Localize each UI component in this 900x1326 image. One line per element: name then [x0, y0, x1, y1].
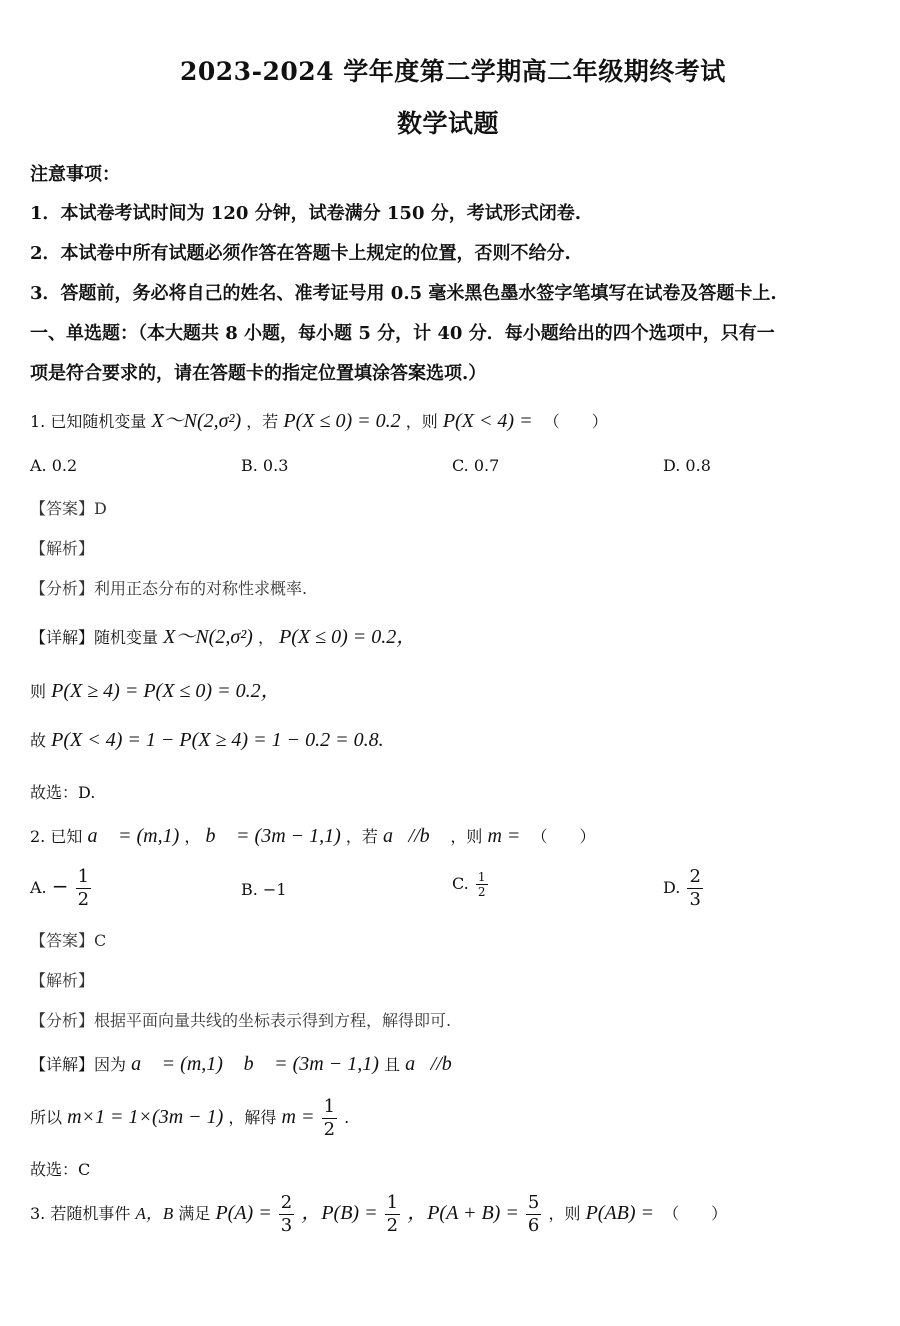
q2-option-a-sign: − [51, 874, 69, 898]
question-3 [30, 1192, 727, 1237]
q3-satisfy: 满足 [178, 1204, 211, 1223]
q1-detail-condition: P(X ≤ 0) = 0.2， [279, 626, 417, 648]
q2-ask: m = [487, 825, 521, 847]
q1-analysis: 【分析】利用正态分布的对称性求概率. [30, 579, 308, 598]
q1-text-2: ，则 [405, 412, 438, 431]
q1-option-d: D. 0.8 [663, 456, 711, 475]
q2-step-end: . [344, 1108, 350, 1127]
q2-option-c-fraction [476, 870, 488, 899]
q2-sep: ， [184, 827, 201, 846]
q2-option-c [452, 870, 490, 899]
q2-text-1: ，若 [345, 827, 378, 846]
q1-detail-prefix: 【详解】随机变量 [30, 628, 159, 647]
q2-step-result: m = [281, 1106, 315, 1128]
q3-pab: ，P(A + B) = [407, 1202, 519, 1224]
q1-prefix: 1. 已知随机变量 [30, 412, 147, 431]
question-2 [30, 824, 596, 848]
q2-option-a-label: A. [30, 878, 47, 897]
q2-option-a [30, 866, 93, 911]
q1-distribution: X～N(2,σ²) [151, 410, 242, 432]
q1-condition: P(X ≤ 0) = 0.2 [283, 410, 401, 432]
q3-pa-fraction [279, 1192, 294, 1237]
q2-answer: 【答案】C [30, 931, 107, 950]
q2-paren: （ ） [531, 827, 596, 846]
q3-mid: ，则 [548, 1204, 581, 1223]
q1-detail-distribution: X～N(2,σ²) [163, 626, 253, 648]
q2-vector-a: a⃗ = (m,1) [87, 825, 180, 847]
q2-detail [30, 1052, 483, 1076]
q1-step-2-prefix: 故 [30, 731, 47, 750]
q1-ask: P(X < 4) = [442, 410, 533, 432]
q3-pb-fraction [385, 1192, 400, 1237]
q3-paren: （ ） [663, 1204, 728, 1223]
q2-step-prefix: 所以 [30, 1108, 63, 1127]
q2-vector-b: b⃗ = (3m − 1,1) [205, 825, 341, 847]
q2-option-d-numerator: 2 [689, 866, 701, 887]
q2-analysis-label: 【解析】 [30, 971, 95, 990]
q1-analysis-label: 【解析】 [30, 539, 95, 558]
q2-option-d-denominator: 3 [689, 889, 701, 910]
notice-item-2: 2．本试卷中所有试题必须作答在答题卡上规定的位置，否则不给分. [30, 243, 571, 264]
q3-pa: P(A) = [215, 1202, 272, 1224]
q1-step-2-formula: P(X < 4) = 1 − P(X ≥ 4) = 1 − 0.2 = 0.8. [51, 729, 384, 751]
q3-pa-numerator: 2 [280, 1192, 293, 1213]
q2-option-c-denominator: 2 [477, 885, 486, 899]
q2-detail-vector-b: ，b⃗ = (3m − 1,1) [228, 1053, 379, 1075]
q2-option-a-denominator: 2 [77, 889, 90, 910]
q1-choose: 故选：D. [30, 783, 96, 802]
q2-option-d-fraction [687, 866, 702, 911]
q2-option-a-fraction [76, 866, 91, 911]
q2-option-a-numerator: 1 [77, 866, 90, 887]
q2-option-c-label: C. [452, 874, 469, 893]
q2-detail-and: 且 [384, 1055, 401, 1074]
q2-detail-vector-a: a⃗ = (m,1) [131, 1053, 223, 1075]
section-heading-line-2: 项是符合要求的，请在答题卡的指定位置填涂答案选项.） [30, 363, 487, 384]
q3-prefix: 3. 若随机事件 [30, 1204, 131, 1223]
q1-option-c: C. 0.7 [452, 456, 500, 475]
q1-detail-sep: ， [257, 628, 274, 647]
q3-pb-numerator: 1 [386, 1192, 399, 1213]
q2-step-numerator: 1 [323, 1096, 336, 1117]
q2-step [30, 1096, 349, 1141]
q1-detail [30, 620, 416, 649]
q1-step-2 [30, 728, 384, 752]
q3-pab-denominator: 6 [527, 1215, 540, 1236]
q3-pb: ，P(B) = [301, 1202, 378, 1224]
page-title: 2023-2024 学年度第二学期高二年级期终考试 [180, 57, 726, 86]
q2-choose: 故选：C [30, 1160, 91, 1179]
q3-pab-numerator: 5 [527, 1192, 540, 1213]
q2-analysis: 【分析】根据平面向量共线的坐标表示得到方程，解得即可. [30, 1011, 452, 1030]
q2-parallel: a⃗//b⃗ [383, 825, 446, 847]
q2-prefix: 2. 已知 [30, 827, 83, 846]
notice-item-3: 3．答题前，务必将自己的姓名、准考证号用 0.5 毫米黑色墨水签字笔填写在试卷及答题卡上. [30, 283, 777, 304]
q1-text-1: ，若 [246, 412, 279, 431]
q1-step-1-formula: P(X ≥ 4) = P(X ≤ 0) = 0.2， [51, 680, 281, 702]
q2-detail-parallel: a⃗//b⃗， [405, 1053, 483, 1075]
q1-answer: 【答案】D [30, 499, 107, 518]
q2-step-mid: ，解得 [228, 1108, 277, 1127]
q2-text-2: ，则 [450, 827, 483, 846]
q2-option-b: B. −1 [241, 880, 287, 899]
q1-step-1-prefix: 则 [30, 682, 47, 701]
q2-step-fraction [322, 1096, 337, 1141]
q2-option-c-numerator: 1 [477, 870, 486, 884]
notice-heading: 注意事项： [30, 164, 120, 185]
question-1 [30, 404, 608, 433]
q1-option-b: B. 0.3 [241, 456, 289, 475]
page-subtitle: 数学试题 [397, 109, 500, 138]
section-heading-line-1: 一、单选题：（本大题共 8 小题，每小题 5 分，计 40 分．每小题给出的四个选项中，只有一 [30, 323, 775, 344]
q2-step-denominator: 2 [323, 1119, 336, 1140]
q1-paren: （ ） [543, 412, 608, 431]
q3-pa-denominator: 3 [280, 1215, 293, 1236]
q3-pb-denominator: 2 [386, 1215, 399, 1236]
q3-pab-fraction [526, 1192, 541, 1237]
q1-option-a: A. 0.2 [30, 456, 78, 475]
q1-step-1 [30, 674, 281, 703]
notice-item-1: 1．本试卷考试时间为 120 分钟，试卷满分 150 分，考试形式闭卷. [30, 203, 582, 224]
q2-option-d-label: D. [663, 878, 681, 897]
q2-step-equation: m×1 = 1×(3m − 1) [67, 1106, 224, 1128]
q3-events: A，B [135, 1204, 174, 1223]
q2-option-d [663, 866, 705, 911]
q2-detail-prefix: 【详解】因为 [30, 1055, 127, 1074]
q3-ask: P(AB) = [585, 1202, 655, 1224]
